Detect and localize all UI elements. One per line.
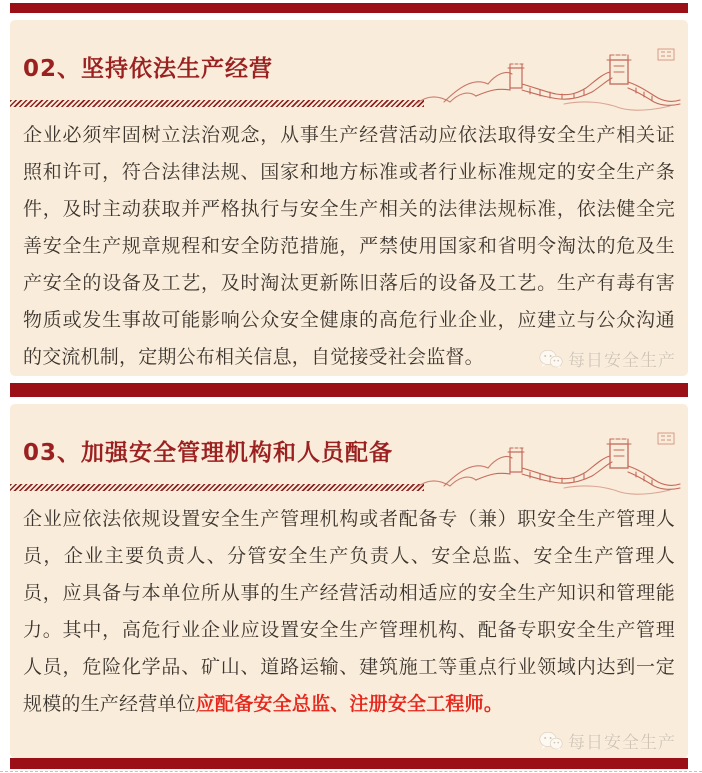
- separator-bar-middle: [10, 383, 688, 397]
- section-03-body-text: 企业应依法依规设置安全生产管理机构或者配备专（兼）职安全生产管理人员，企业主要负责人、分管安全生产负责人、安全总监、安全生产管理人员，应具备与本单位所从事的生产经营活动相适应的安全生产知识和管理能力。其中，高危行业企业应设置安全生产管理机构、配备专职安全生产管理人员，危险化学品、矿山、道路运输、建筑施工等重点行业领域内达到一定规模的生产经营单位: [23, 508, 675, 715]
- watermark-label: 每日安全生产: [568, 351, 676, 371]
- great-wall-icon: [414, 428, 682, 502]
- hatch-divider: [10, 100, 424, 107]
- section-03-heading: 03、加强安全管理机构和人员配备: [23, 440, 394, 466]
- section-02-body-text: 企业必须牢固树立法治观念，从事生产经营活动应依法取得安全生产相关证照和许可，符合法律法规、国家和地方标准或者行业标准规定的安全生产条件，及时主动获取并严格执行与安全生产相关的法律法规标准，依法健全完善安全生产规章规程和安全防范措施，严禁使用国家和省明令淘汰的危及生产安全的设备及工艺，及时淘汰更新陈旧落后的设备及工艺。生产有毒有害物质或发生事故可能影响公众安全健康的高危行业企业，应建立与公众沟通的交流机制，定期公布相关信息，自觉接受社会监督。: [23, 124, 675, 368]
- separator-bar-top: [10, 3, 688, 13]
- watermark: [539, 728, 676, 753]
- section-02-heading: 02、坚持依法生产经营: [23, 56, 274, 82]
- separator-bar-bottom: [10, 758, 688, 769]
- wechat-icon: [539, 731, 563, 751]
- section-03-highlight-text: 应配备安全总监、注册安全工程师。: [195, 693, 504, 715]
- bottom-dashed-divider: [0, 771, 702, 772]
- section-03-paragraph: [23, 501, 675, 723]
- section-card-02: [10, 20, 688, 376]
- wechat-icon: [539, 349, 563, 369]
- section-card-03: [10, 404, 688, 758]
- watermark-label: 每日安全生产: [568, 733, 676, 753]
- hatch-divider: [10, 484, 424, 491]
- section-02-paragraph: [23, 117, 675, 376]
- watermark: [539, 346, 676, 371]
- great-wall-icon: [414, 44, 682, 118]
